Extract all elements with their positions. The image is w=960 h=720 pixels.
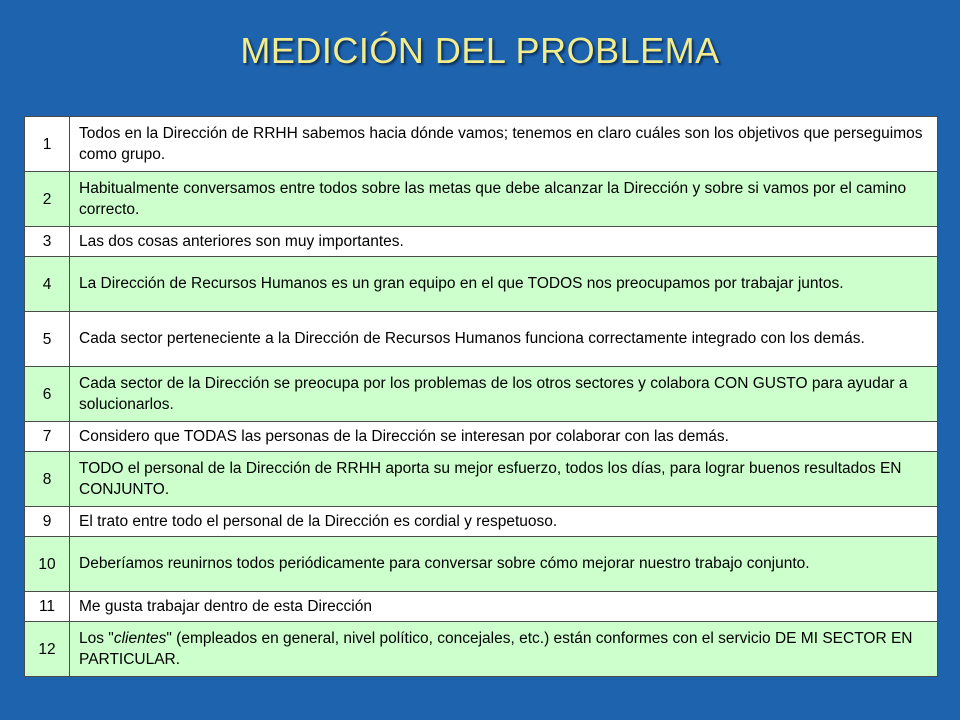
item-number: 1 <box>25 117 70 172</box>
table-row <box>25 367 938 422</box>
item-text: Habitualmente conversamos entre todos sobre las metas que debe alcanzar la Dirección y sobre si vamos por el camino correcto. <box>70 172 938 227</box>
item-number: 4 <box>25 257 70 312</box>
item-text: Cada sector de la Dirección se preocupa por los problemas de los otros sectores y colabora CON GUSTO para ayudar a solucionarlos. <box>70 367 938 422</box>
table-row <box>25 227 938 257</box>
item-text: TODO el personal de la Dirección de RRHH aporta su mejor esfuerzo, todos los días, para lograr buenos resultados EN CONJUNTO. <box>70 452 938 507</box>
item-text: Todos en la Dirección de RRHH sabemos hacia dónde vamos; tenemos en claro cuáles son los objetivos que perseguimos como grupo. <box>70 117 938 172</box>
item-text: Considero que TODAS las personas de la Dirección se interesan por colaborar con las demás. <box>70 422 938 452</box>
item-text: Me gusta trabajar dentro de esta Dirección <box>70 592 938 622</box>
item-number: 10 <box>25 537 70 592</box>
item-text: El trato entre todo el personal de la Dirección es cordial y respetuoso. <box>70 507 938 537</box>
item-text: Cada sector perteneciente a la Dirección de Recursos Humanos funciona correctamente integrado con los demás. <box>70 312 938 367</box>
table-row <box>25 117 938 172</box>
slide-title: MEDICIÓN DEL PROBLEMA <box>240 30 720 71</box>
item-number: 3 <box>25 227 70 257</box>
item-text: La Dirección de Recursos Humanos es un gran equipo en el que TODOS nos preocupamos por trabajar juntos. <box>70 257 938 312</box>
item-text <box>70 622 938 677</box>
table-row <box>25 507 938 537</box>
item-text-before: Los " <box>79 629 114 647</box>
table-row <box>25 257 938 312</box>
table-row <box>25 592 938 622</box>
item-number: 11 <box>25 592 70 622</box>
table-row <box>25 537 938 592</box>
table-row <box>25 622 938 677</box>
item-number: 5 <box>25 312 70 367</box>
item-number: 9 <box>25 507 70 537</box>
table-row <box>25 422 938 452</box>
table-row <box>25 452 938 507</box>
table-row <box>25 312 938 367</box>
item-text-emphasis: clientes <box>113 629 167 647</box>
item-number: 8 <box>25 452 70 507</box>
table-row <box>25 172 938 227</box>
item-text: Las dos cosas anteriores son muy importantes. <box>70 227 938 257</box>
item-text: Deberíamos reunirnos todos periódicamente para conversar sobre cómo mejorar nuestro trabajo conjunto. <box>70 537 938 592</box>
item-number: 6 <box>25 367 70 422</box>
item-number: 2 <box>25 172 70 227</box>
item-number: 12 <box>25 622 70 677</box>
item-text-after: " (empleados en general, nivel político, concejales, etc.) están conformes con el servicio DE MI SECTOR EN PARTICULAR. <box>79 629 913 668</box>
item-number: 7 <box>25 422 70 452</box>
statements-table <box>24 116 938 677</box>
